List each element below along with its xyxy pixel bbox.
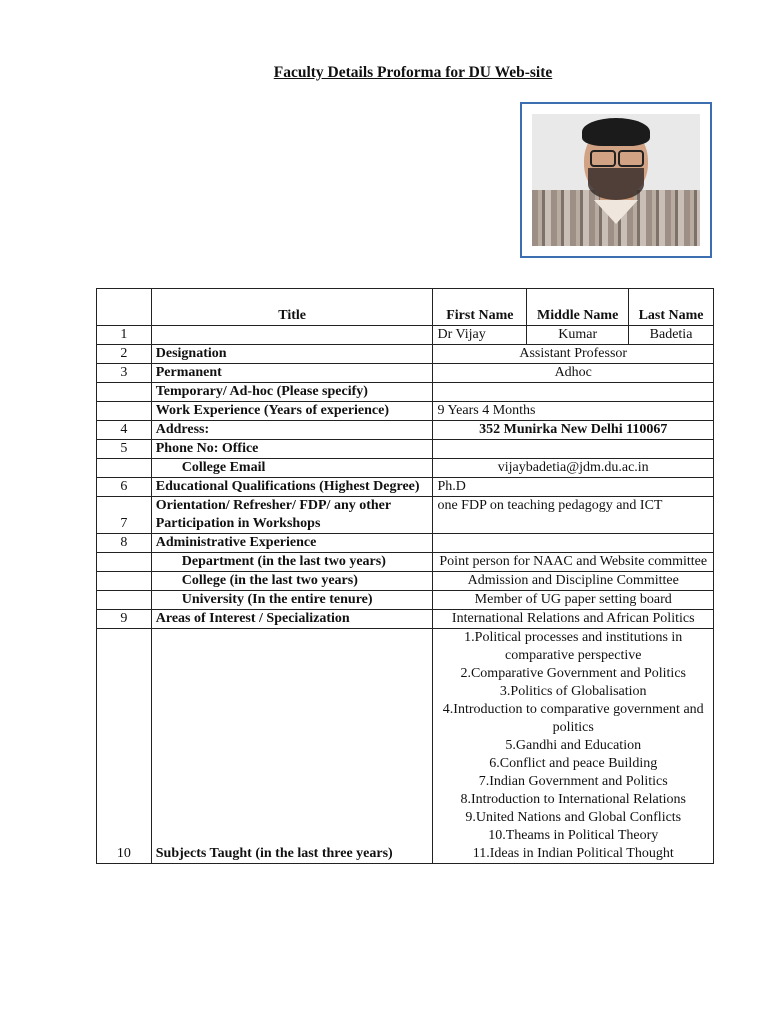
temporary-value <box>433 383 714 402</box>
first-name-header: First Name <box>433 289 527 326</box>
table-row <box>97 534 714 553</box>
table-row <box>97 459 714 478</box>
first-name-value: Dr Vijay <box>433 326 527 345</box>
permanent-label: Permanent <box>151 364 433 383</box>
table-row <box>97 629 714 864</box>
email-value: vijaybadetia@jdm.du.ac.in <box>433 459 714 478</box>
table-row <box>97 497 714 534</box>
faculty-details-table <box>96 288 714 864</box>
department-value: Point person for NAAC and Website committee <box>433 553 714 572</box>
table-row <box>97 478 714 497</box>
subject-item: 8.Introduction to International Relations <box>460 792 686 807</box>
row-number: 5 <box>97 440 152 459</box>
subject-item: 9.United Nations and Global Conflicts <box>465 810 682 825</box>
address-label: Address: <box>151 421 433 440</box>
college-label: College (in the last two years) <box>151 572 433 591</box>
table-row <box>97 402 714 421</box>
row-number: 8 <box>97 534 152 553</box>
table-row <box>97 572 714 591</box>
table-row <box>97 364 714 383</box>
table-row <box>97 610 714 629</box>
subject-item: 5.Gandhi and Education <box>505 738 642 753</box>
orientation-label: Orientation/ Refresher/ FDP/ any other Participation in Workshops <box>151 497 433 534</box>
last-name-header: Last Name <box>629 289 714 326</box>
table-row <box>97 326 714 345</box>
row-number: 9 <box>97 610 152 629</box>
profile-photo-frame <box>520 102 712 258</box>
subject-item: 7.Indian Government and Politics <box>478 774 668 789</box>
row-number: 7 <box>97 497 152 534</box>
last-name-value: Badetia <box>629 326 714 345</box>
row-number: 2 <box>97 345 152 364</box>
row-number: 3 <box>97 364 152 383</box>
table-row <box>97 440 714 459</box>
email-label: College Email <box>151 459 433 478</box>
phone-label: Phone No: Office <box>151 440 433 459</box>
row-number <box>97 289 152 326</box>
row-number: 4 <box>97 421 152 440</box>
subjects-value <box>433 629 714 864</box>
table-row <box>97 345 714 364</box>
table-row <box>97 553 714 572</box>
subject-item: 10.Theams in Political Theory <box>488 828 659 843</box>
permanent-value: Adhoc <box>433 364 714 383</box>
page-title: Faculty Details Proforma for DU Web-site <box>273 64 553 81</box>
university-label: University (In the entire tenure) <box>151 591 433 610</box>
interest-label: Areas of Interest / Specialization <box>151 610 433 629</box>
table-row <box>97 383 714 402</box>
subject-item: 4.Introduction to comparative government and politics <box>442 702 704 735</box>
profile-photo <box>532 114 700 246</box>
education-label: Educational Qualifications (Highest Degree) <box>151 478 433 497</box>
subjects-label: Subjects Taught (in the last three years) <box>151 629 433 864</box>
temporary-label: Temporary/ Ad-hoc (Please specify) <box>151 383 433 402</box>
title-header: Title <box>151 289 433 326</box>
subject-item: 11.Ideas in Indian Political Thought <box>472 846 674 861</box>
subject-item: 2.Comparative Government and Politics <box>460 666 686 681</box>
table-header-row <box>97 289 714 326</box>
row-number: 6 <box>97 478 152 497</box>
experience-value: 9 Years 4 Months <box>433 402 714 421</box>
administrative-value <box>433 534 714 553</box>
subject-item: 6.Conflict and peace Building <box>489 756 658 771</box>
row-number <box>97 459 152 478</box>
college-value: Admission and Discipline Committee <box>433 572 714 591</box>
experience-label: Work Experience (Years of experience) <box>151 402 433 421</box>
row-number <box>97 572 152 591</box>
orientation-value: one FDP on teaching pedagogy and ICT <box>433 497 714 534</box>
row-number <box>97 383 152 402</box>
subject-item: 1.Political processes and institutions in comparative perspective <box>464 630 683 663</box>
middle-name-value: Kumar <box>527 326 629 345</box>
university-value: Member of UG paper setting board <box>433 591 714 610</box>
department-label: Department (in the last two years) <box>151 553 433 572</box>
middle-name-header: Middle Name <box>527 289 629 326</box>
row-number <box>97 591 152 610</box>
title-value <box>151 326 433 345</box>
row-number: 10 <box>97 629 152 864</box>
row-number: 1 <box>97 326 152 345</box>
row-number <box>97 402 152 421</box>
interest-value: International Relations and African Politics <box>433 610 714 629</box>
row-number <box>97 553 152 572</box>
table-row <box>97 421 714 440</box>
phone-value <box>433 440 714 459</box>
designation-value: Assistant Professor <box>433 345 714 364</box>
table-row <box>97 591 714 610</box>
education-value: Ph.D <box>433 478 714 497</box>
address-value: 352 Munirka New Delhi 110067 <box>433 421 714 440</box>
designation-label: Designation <box>151 345 433 364</box>
subject-item: 3.Politics of Globalisation <box>499 684 647 699</box>
administrative-label: Administrative Experience <box>151 534 433 553</box>
